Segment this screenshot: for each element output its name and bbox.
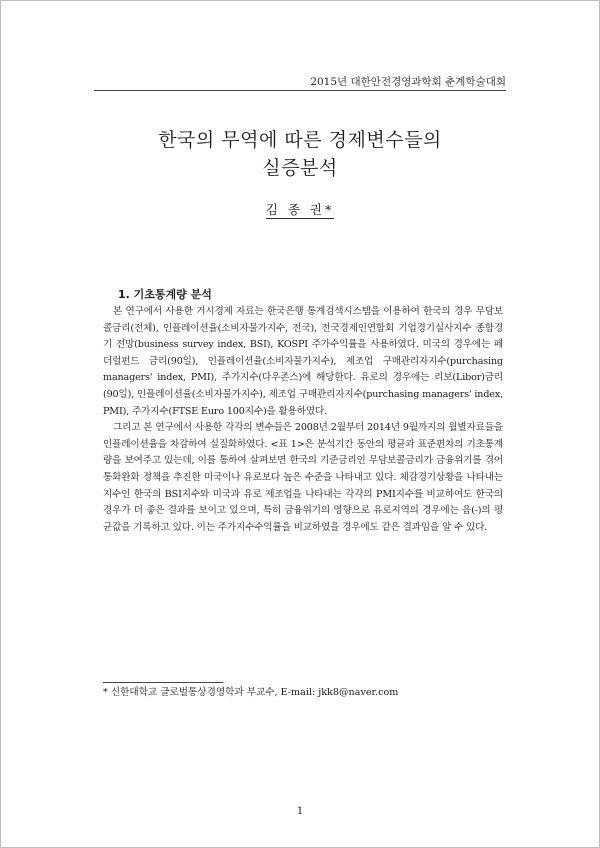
author-block: [94, 200, 506, 218]
footnote: * 신한대학교 글로벌통상경영학과 부교수, E-mail: jkk8@naver.com: [103, 687, 399, 698]
body-text: [103, 304, 503, 536]
paragraph-2: 그리고 본 연구에서 사용한 각각의 변수들은 2008년 2월부터 2014년 9월까지의 월별자료들을 인플레이션율을 차감하여 실질화하였다. <표 1>은 분석기간 동안의 평균과 표준편차의 기초통계량을 보여주고 있는데, 이를 통하여 살펴보면 한국의 기준금리인 무담보콜금리가 금융위기를 겪어 통화완화 정책을 추진한 미국이나 유로보다 높은 수준을 나타내고 있다. 체감경기상황을 나타내는 지수인 한국의 BSI지수와 미국과 유로 제조업을 나타내는 각각의 PMI지수를 비교하여도 한국의 경우가 더 좋은 결과를 보이고 있으며, 특히 금융위기의 영향으로 유로지역의 경우에는 음(-)의 평균값을 기록하고 있다. 이는 주가지수수익률을 비교하였을 경우에도 같은 결과임을 알 수 있다.: [103, 422, 503, 533]
title-line-2: 실증분석: [262, 157, 338, 179]
page-number: 1: [296, 806, 304, 817]
footnote-rule: [103, 682, 223, 683]
paper-title: [94, 126, 506, 182]
paragraph-1: 본 연구에서 사용한 거시경제 자료는 한국은행 통계검색시스템을 이용하여 한국의 경우 무담보콜금리(전체), 인플레이션율(소비자물가지수, 전국), 전국경제인연합회 기업경기실사지수 종합경기 전망(business survey index, BSI), KOSPI 주가수익률을 사용하였다. 미국의 경우에는 페더럴펀드 금리(90일), 인플레이션율(소비자물가지수), 제조업 구매관리자지수(purchasing managers' index, PMI), 주가지수(다우존스)에 해당한다. 유로의 경우에는 리보(Libor)금리(90일), 인플레이션율(소비자물가지수), 제조업 구매관리자지수(purchasing managers' index, PMI), 주가지수(FTSE Euro 100지수)을 활용하였다.: [103, 306, 503, 417]
title-line-1: 한국의 무역에 따른 경제변수들의: [158, 129, 442, 151]
author-name: 김 종 권*: [265, 202, 335, 217]
section-heading: 1. 기초통계량 분석: [118, 288, 212, 301]
running-header: 2015년 대한안전경영과학회 춘계학술대회: [310, 76, 506, 88]
header-rule: [94, 90, 506, 91]
